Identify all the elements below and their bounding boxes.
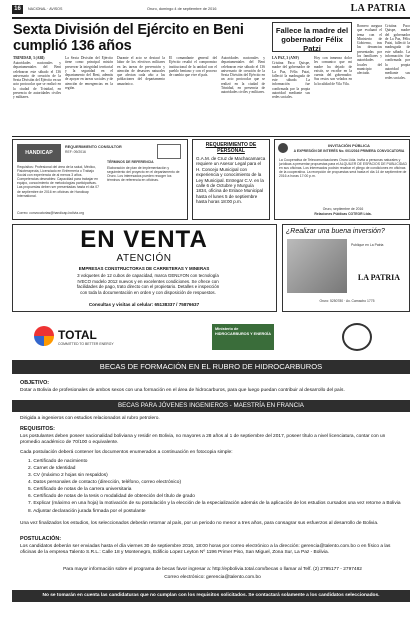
handicap-logo-text: HANDICAP: [25, 150, 53, 156]
invitacion-subtitle: A EXPRESIÓN DE INTERÉS No. 001/2016 PRIMERA CONVOCATORIA: [293, 149, 405, 153]
list-item: 8. Adjuntar declaración jurada firmada por el postulante: [28, 508, 146, 514]
invitacion-title: INVITACIÓN PÚBLICA: [328, 143, 370, 148]
becas-requisitos-label: REQUISITOS:: [20, 426, 55, 432]
patzi-col-2: Hoy con inmenso dolor les comunico que mi madre ha dejado de existir, se escribe en la cuenta del gobernador. Sus restos son velados en la localidad de Vila Vila.: [314, 56, 352, 86]
handicap-ad: [12, 139, 188, 220]
date-line: Oruro, domingo 4 de septiembre de 2016: [147, 7, 217, 11]
becas-requisitos: Los postulantes deben poseer nacionalidad boliviana y residir en Bolivia, no mayores a 28 años al 1 de septiembre del 2017, poseer título a nivel licenciatura, contar con un promedio académico de 70/100 o equivalente.: [20, 434, 386, 445]
invitacion-sign: Relaciones Públicas COTEOR Ltda.: [314, 212, 372, 216]
becas-header-bar: [12, 360, 410, 374]
becas-documentos-list: [28, 458, 406, 515]
becas-objetivo: Dotar a Bolivia de profesionales de ambos sexos con una formación en el área de hidrocarburos, para que luego puedan contribuir al desarrollo del país.: [20, 388, 345, 393]
handicap-emblem: [157, 144, 181, 159]
handicap-side-body: Elaboración de plan de implementación y seguimiento del proyecto en el departamento de Oruro. Los interesados pueden recoger los términos de referencia en oficinas.: [107, 166, 180, 183]
main-col-3: Durante el acto se destacó la labor de los efectivos militares en las tareas de prevención y atención de desastres naturales que afectan cada año a las poblaciones del departamento amazónico.: [117, 56, 165, 86]
romero-col-1: Romero asegura que evaluará el tema con el Ministerio de Gobierno, tras las denuncias presentadas por los familiares y autoridades locales del municipio afectado.: [357, 24, 382, 76]
en-venta-body: 3 volquetes de 12 cubos de capacidad, marca GENLYON con tecnología IVECO modelo 2012 nuevos y en excelentes condiciones. Se ofrece con facilidades de pago, trato directo con el propietario. Detalles e inspección con toda la documentación en orden y con disposición de respuestos.: [76, 273, 220, 295]
invitacion-body: La Cooperativa de Telecomunicaciones Oruro Ltda. invita a personas naturales y jurídicas a presentar propuestas para el ALQUILER DE ESPACIOS DE PUBLICIDAD en sus oficinas. Los interesados podrán recabar el pliego de condiciones en oficinas de la cooperativa. La recepción de propuestas será hasta el día 14 de septiembre de 2016 a horas 17:00 p.m.: [279, 158, 407, 179]
becas-objetivo-label: OBJETIVO:: [20, 380, 50, 386]
handicap-reference: REF: 09/2016: [65, 150, 86, 154]
becas-dirigida: Dirigida a ingenieros con estudios relacionados al rubro petrolero.: [20, 416, 160, 421]
becas-info: Para mayor información sobre el programa de becas favor ingresar a: http://epbolivia.total.com/becas o llamar al Telf. (2) 2795177 - 2797482: [63, 567, 362, 572]
invitacion-date: Oruro, septiembre de 2016: [322, 207, 364, 211]
la-patria-ad: [282, 224, 410, 312]
header-rule: [12, 17, 410, 19]
la-patria-question: ¿Realizar una buena inversión?: [286, 228, 385, 235]
machacamarca-body: G.A.M. de Cruz de Machacamarca requiere un Asesor Legal para el H. Concejo Municipal con experiencia y conocimiento de la Ley Municipal. Entregar C.V. en la calle 6 de Octubre y Murguía 1834, oficina de Enlace Municipal hasta el lunes 5 de septiembre hasta horas 18:00 p.m.: [196, 156, 266, 205]
total-logo-icon: [34, 326, 54, 346]
la-patria-photo: [287, 239, 347, 293]
handicap-side-title: TÉRMINOS DE REFERENCIA: [107, 160, 154, 164]
coteor-logo: [278, 143, 288, 153]
page-header: [12, 4, 410, 17]
machacamarca-ad: [192, 139, 270, 220]
en-venta-contact: Consultas y visitas al celular: 65138337 / 75876637: [88, 302, 200, 307]
machacamarca-title: REQUERIMIENTO DE PERSONAL: [205, 142, 257, 154]
en-venta-company: EMPRESAS CONSTRUCTORAS DE CARRETERAS Y MINERAS: [78, 266, 210, 271]
becas-documentos-intro: Cada postulación deberá contener los documentos enumerados a continuación en fotocopia simple:: [20, 450, 233, 455]
becas-subheader-bar: [12, 400, 410, 412]
becas-postulacion-label: POSTULACIÓN:: [20, 536, 62, 542]
becas-compromiso: Una vez finalizados los estudios, los seleccionados deberán retornar al país, por un periodo no menor a tres años, para consagrar sus esfuerzos al desarrollo de Bolivia.: [20, 521, 379, 526]
ypfb-logo: [342, 323, 372, 351]
main-dateline: TRINIDAD, 3 (ABI): [13, 56, 45, 60]
list-item: 2. Carnet de Identidad: [28, 466, 76, 471]
becas-postulacion: Los candidatos deberán ser enviadas hasta el día viernes 30 de septiembre 2016, 18:00 horas por correo electrónico a la dirección: gerencia@talento.com.bo o en físico a las oficinas de la empresa Talento S.R.L.: Calle 18 y Montenegro, Edificio Lopez Leyton Nº 1196 Primer Piso, San Miguel, Zona Sur, La Paz - Bolivia.: [20, 544, 391, 555]
list-item: 4. Datos personales de contacto (dirección, teléfono, correo electrónico): [28, 480, 182, 485]
main-col-4: El comandante general del Ejército resaltó el compromiso institucional de la unidad con el pueblo beniano y con el proceso de cambio que vive el país.: [169, 56, 217, 78]
en-venta-subtitle: ATENCIÓN: [116, 253, 172, 264]
total-logo-text: TOTAL: [58, 328, 97, 342]
becas-email: Correo electrónico: gerencia@talento.com.bo: [164, 575, 261, 580]
total-logo-tagline: COMMITTED TO BETTER ENERGY: [58, 342, 114, 346]
page-number-badge: [12, 5, 23, 14]
romero-col-2: Cristina Paco Quispe, madre del gobernador de La Paz, Félix Patzi, falleció la madrugada de este sábado. La información fue confirmada por la propia autoridad mediante sus redes sociales.: [385, 24, 410, 80]
la-patria-contact: Oruro: 5250780 · Av. Camacho 1775: [319, 299, 375, 303]
patzi-dateline: LA PAZ, 3 (ANF): [272, 56, 299, 60]
handicap-contact: Correo: convocatorias@handicap-bolivia.org: [17, 211, 84, 215]
section-label: NACIONAL · AVISOS: [28, 7, 63, 11]
handicap-title: REQUERIMIENTO CONSULTOR: [65, 145, 122, 149]
article-rule: [12, 136, 410, 137]
becas-footer: No se tomarán en cuenta las candidaturas que no cumplan con los requisitos solicitados. Se contactará solamente a los candidatos seleccionados.: [42, 593, 380, 598]
patzi-headline: Fallece la madre del gobernador Félix Patzi: [275, 26, 349, 53]
en-venta-ad: [12, 224, 277, 312]
main-headline: Sexta División del Ejército en Beni cumplió 136 años: [13, 22, 244, 54]
masthead: LA PATRIA: [350, 3, 406, 14]
becas-subheader: BECAS PARA JÓVENES INGENIEROS - MAESTRÍA EN FRANCIA: [118, 402, 304, 409]
becas-header: BECAS DE FORMACIÓN EN EL RUBRO DE HIDROCARBUROS: [99, 362, 323, 371]
list-item: 3. CV (máximo 2 hojas sin respaldos): [28, 473, 108, 478]
handicap-logo: [17, 144, 61, 162]
patzi-headline-box: [272, 22, 352, 52]
list-item: 7. Explicar (máximo en una hoja) la motivación de su postulación y la elección de la especialización además de la aplicación de los estudios cursados una vez retorne a Bolivia: [28, 501, 401, 506]
list-item: 1. Certificado de nacimiento: [28, 459, 88, 464]
main-col-5: Autoridades nacionales y departamentales del Beni celebraron este sábado el 136 aniversario de creación de la Sexta División del Ejército en un acto protocolar que se realizó en la ciudad de Trinidad, en presencia de autoridades civiles y militares.: [221, 56, 265, 95]
handicap-body: Requisitos: Profesional del área de la salud, Médico, Fisioterapeuta, Licenciado en Enfermería o Trabajo Social con experiencia de al menos 3 años. Competencias deseables: Capacidad para trabajar en equipo, conocimiento de metodologías participativas. Las propuestas deben ser presentadas hasta el día 07 de septiembre de 2016 en oficinas de Handicap International.: [17, 165, 99, 198]
becas-footer-bar: [12, 590, 410, 602]
main-col-2: La Sexta División del Ejército tiene como principal misión preservar la integridad territorial y la seguridad en el departamento del Beni, además de apoyar en tareas sociales y de atención de emergencias en la región.: [65, 56, 113, 91]
list-item: 6. Certificado de notas de la tesis o modalidad de obtención del título de grado: [28, 494, 195, 499]
page-number: 16: [14, 6, 21, 12]
invitacion-ad: [274, 139, 410, 220]
main-col-1: Autoridades nacionales y departamentales del Beni celebraron este sábado el 136 aniversario de creación de la Sexta División del Ejército en un acto protocolar que se realizó en la ciudad de Trinidad, en presencia de autoridades civiles y militares.: [13, 61, 61, 100]
patzi-col-1: Cristina Paco Quispe, madre del gobernador de La Paz, Félix Patzi, falleció la madrugada de este sábado. La información fue confirmada por la propia autoridad mediante sus redes sociales.: [272, 61, 310, 100]
list-item: 5. Certificado de notas de la carrera universitaria: [28, 487, 132, 492]
la-patria-masthead: LA PATRIA: [357, 273, 401, 282]
la-patria-line: Publique en La Patria: [351, 243, 384, 247]
en-venta-title: EN VENTA: [80, 226, 208, 253]
becas-logos-row: [12, 318, 410, 356]
ministry-text: Ministerio de HIDROCARBUROS Y ENERGÍA: [215, 327, 271, 336]
